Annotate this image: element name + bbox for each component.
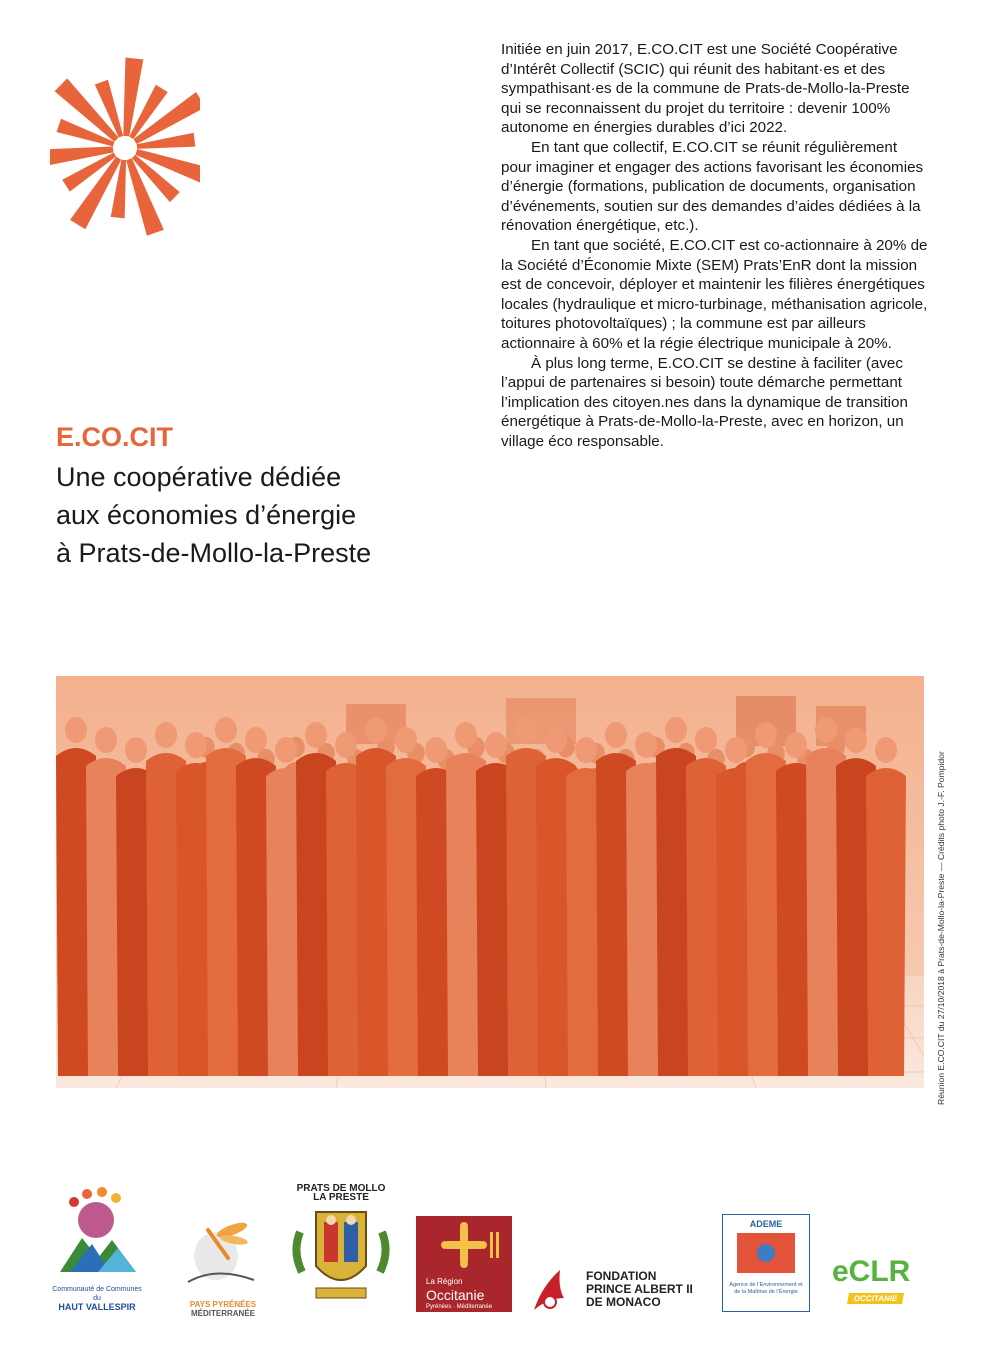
coat-of-arms-icon: [286, 1202, 396, 1312]
fondation-emblem-icon: [530, 1268, 578, 1314]
ademe-logo: [722, 1214, 810, 1312]
photo-credit: Réunion E.CO.CIT du 27/10/2018 à Prats-de-Mollo-la-Preste — Crédits photo J.-F. Pompidor: [936, 751, 946, 1105]
ademe-caption: Agence de l’Environnement et de la Maîtrise de l’Énergie: [729, 1282, 803, 1295]
ademe-name: ADEME: [749, 1219, 783, 1229]
haut-vallespir-line1: Communauté de Communes du: [52, 1286, 142, 1302]
prats-line1: PRATS DE MOLLO: [296, 1183, 386, 1194]
eclr-logo: [832, 1256, 932, 1316]
eclr-name: eCLR: [832, 1255, 911, 1288]
sunburst-icon: [50, 28, 200, 258]
occitanie-line3: Pyrénées · Méditerranée: [426, 1304, 493, 1310]
subtitle-line: Une coopérative dédiée: [56, 462, 342, 492]
occitanie-line2: Occitanie: [426, 1287, 485, 1303]
subtitle-line: aux économies d’énergie: [56, 500, 357, 530]
dragonfly-icon: [178, 1210, 268, 1295]
paragraph: À plus long terme, E.CO.CIT se destine à faciliter (avec l’appui de partenaires si besoin) toute démarche permettant l’implication des citoyen.nes dans la dynamique de transition énergétique à Prats-de-Mollo-la-Preste, avec en horizon, un village éco responsable.: [501, 354, 908, 450]
paw-mountain-icon: [52, 1180, 142, 1280]
prats-de-mollo-logo: [286, 1184, 396, 1319]
person-silhouette: [866, 737, 906, 1076]
group-photo: [56, 676, 924, 1088]
occitanie-line1: La Région: [426, 1277, 463, 1286]
title-block: [56, 420, 476, 572]
article-body: [501, 40, 931, 451]
fondation-line3: DE MONACO: [586, 1295, 661, 1309]
occitan-cross-icon: [416, 1216, 512, 1272]
pays-pyrenees-line2: MÉDITERRANÉE: [190, 1309, 255, 1318]
haut-vallespir-line2: HAUT VALLESPIR: [58, 1302, 136, 1312]
partner-logos: [0, 1180, 984, 1320]
ademe-emblem-icon: [723, 1229, 809, 1277]
pays-pyrenees-line1: PAYS PYRÉNÉES: [189, 1300, 257, 1309]
paragraph: En tant que société, E.CO.CIT est co-actionnaire à 20% de la Société d’Économie Mixte (SEM) Prats’EnR dont la mission est de concevoir, déployer et maintenir les filières énergétiques locales (hydraulique et micro-turbinage, méthanisation agricole, toitures photovoltaïques) ; la commune est par ailleurs actionnaire à 60% et la régie électrique municipale à 20%.: [501, 236, 928, 352]
fondation-line2: PRINCE ALBERT II: [586, 1282, 693, 1296]
prats-line2: LA PRESTE: [313, 1192, 369, 1203]
haut-vallespir-logo: [52, 1180, 142, 1315]
occitanie-logo: [416, 1216, 512, 1312]
brand-title: E.CO.CIT: [56, 422, 174, 452]
group-photo-illustration: [56, 676, 924, 1088]
fondation-albert-logo: [530, 1268, 700, 1318]
paragraph: En tant que collectif, E.CO.CIT se réunit régulièrement pour imaginer et engager des actions favorisant les économies d’énergie (formations, publication de documents, organisation d’événements, soutien sur des demandes d’aides dédiées à la rénovation énergétique, etc.).: [501, 138, 924, 235]
paragraph: Initiée en juin 2017, E.CO.CIT est une Société Coopérative d’Intérêt Collectif (SCIC) qui réunit des habitant·es et des sympathisant·es de la commune de Prats-de-Mollo-la-Preste qui se reconnaissent du projet du territoire : devenir 100% autonome en énergies durables d’ici 2022.: [501, 41, 910, 137]
subtitle-line: à Prats-de-Mollo-la-Preste: [56, 538, 372, 568]
fondation-line1: FONDATION: [586, 1269, 657, 1283]
pays-pyrenees-logo: [178, 1210, 268, 1320]
subtitle: [56, 458, 476, 572]
eclr-sub: OCCITANIE: [847, 1293, 904, 1304]
